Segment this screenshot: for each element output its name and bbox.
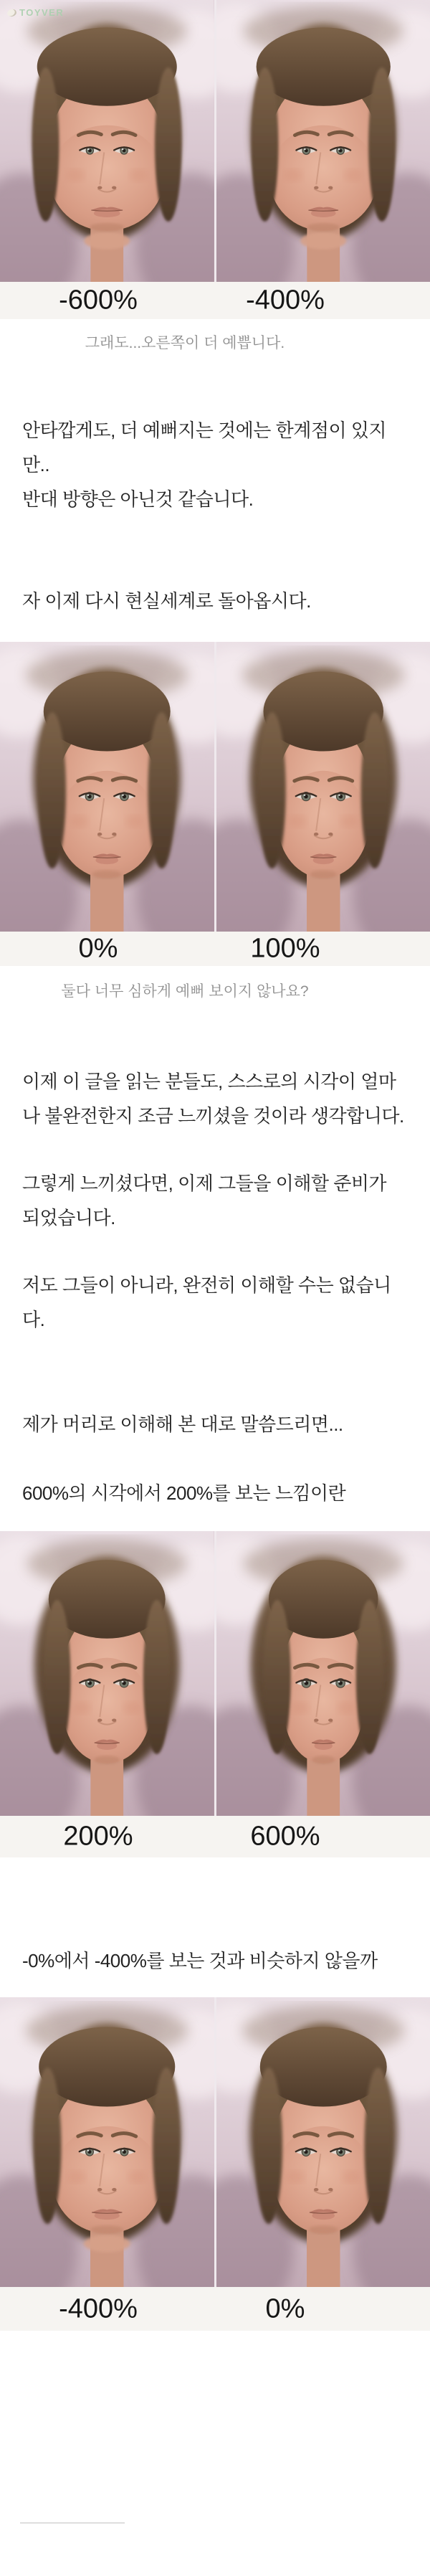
paragraph-line: 다. [22, 1309, 45, 1330]
face-image [0, 1997, 214, 2287]
paragraph-line: 반대 방향은 아닌것 같습니다. [22, 488, 254, 510]
figure-pair [0, 642, 430, 966]
face-image [216, 642, 430, 932]
paragraph-line: 나 불완전한지 조금 느끼셨을 것이라 생각합니다. [22, 1105, 404, 1127]
percent-label-row [0, 282, 430, 319]
paragraph-line: 저도 그들이 아니라, 완전히 이해할 수는 없습니 [22, 1274, 391, 1296]
paragraph-line: 제가 머리로 이해해 본 대로 말씀드리면... [22, 1414, 343, 1435]
percent-label-row [0, 1816, 430, 1857]
face-pair-row [0, 0, 430, 282]
watermark-logo-icon [6, 8, 17, 17]
body-paragraph [22, 1407, 424, 1441]
percent-label: 600% [250, 1821, 320, 1852]
body-paragraph [22, 1943, 424, 1978]
paragraph-line: 자 이제 다시 현실세계로 돌아옵시다. [22, 590, 311, 612]
paragraph-line: 안타깝게도, 더 예뻐지는 것에는 한계점이 있지 [22, 420, 387, 441]
watermark [7, 7, 64, 18]
figure-pair [0, 0, 430, 319]
figure-caption: 그래도...오른쪽이 더 예쁩니다. [85, 335, 285, 351]
percent-label: 200% [63, 1821, 133, 1852]
percent-label-row [0, 932, 430, 966]
face-image [216, 0, 430, 282]
body-paragraph [22, 1166, 424, 1235]
percent-label: 0% [265, 2293, 305, 2324]
percent-label: -600% [59, 285, 138, 316]
face-image [216, 1997, 430, 2287]
figure-pair [0, 1997, 430, 2331]
face-image [0, 642, 214, 932]
body-paragraph [22, 1064, 424, 1133]
face-image [0, 0, 214, 282]
face-image [216, 1531, 430, 1816]
paragraph-line: 이제 이 글을 읽는 분들도, 스스로의 시각이 얼마 [22, 1071, 396, 1092]
paragraph-line: 만.. [22, 454, 50, 475]
paragraph-line: 되었습니다. [22, 1207, 115, 1228]
percent-label: 100% [250, 933, 320, 964]
face-image [0, 1531, 214, 1816]
paragraph-line: -0%에서 -400%를 보는 것과 비슷하지 않을까 [22, 1950, 378, 1971]
paragraph-line: 600%의 시각에서 200%를 보는 느낌이란 [22, 1482, 346, 1504]
percent-label: -400% [246, 285, 325, 316]
body-paragraph [22, 1268, 424, 1337]
paragraph-line: 그렇게 느끼셨다면, 이제 그들을 이해할 준비가 [22, 1173, 387, 1194]
face-pair-row [0, 1531, 430, 1816]
face-pair-row [0, 1997, 430, 2287]
figure-caption: 둘다 너무 심하게 예뻐 보이지 않나요? [61, 983, 309, 1000]
face-pair-row [0, 642, 430, 932]
percent-label: -400% [59, 2293, 138, 2324]
divider-line [20, 2522, 125, 2524]
percent-label: 0% [78, 933, 118, 964]
figure-pair [0, 1531, 430, 1857]
body-paragraph [22, 413, 424, 516]
watermark-text: TOYVER [19, 7, 64, 18]
body-paragraph [22, 584, 424, 618]
percent-label-row [0, 2287, 430, 2331]
body-paragraph [22, 1476, 424, 1510]
